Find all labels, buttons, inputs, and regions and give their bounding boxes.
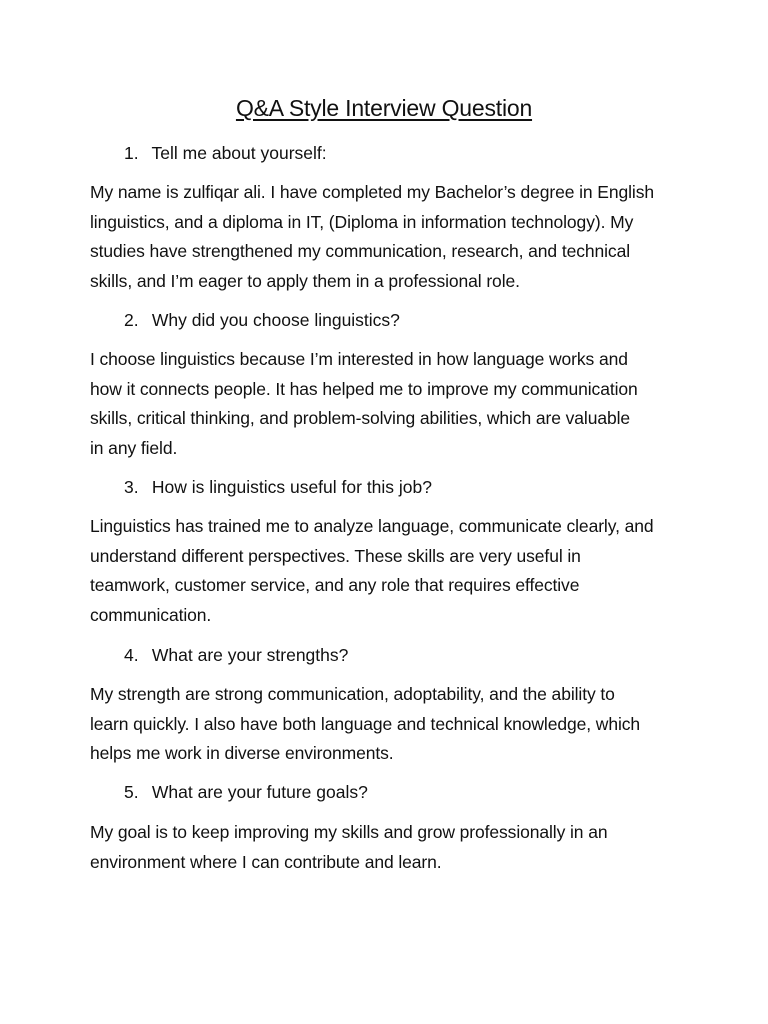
answer-line: My strength are strong communication, adoptability, and the ability to — [90, 684, 615, 704]
answer-line: environment where I can contribute and learn. — [90, 851, 442, 872]
answer-1 — [90, 178, 690, 296]
question-number: 3. — [124, 477, 139, 497]
question-text: Why did you choose linguistics? — [151, 310, 400, 330]
question-number: 2. — [124, 310, 139, 330]
answer-line: communication. — [90, 604, 212, 625]
answer-line: how it connects people. It has helped me to improve my communication — [90, 378, 638, 399]
question-number: 5. — [124, 782, 139, 802]
answer-5 — [90, 818, 690, 877]
answer-4 — [90, 680, 690, 769]
answer-line: teamwork, customer service, and any role that requires effective — [90, 575, 580, 595]
answer-line: linguistics, and a diploma in IT, (Diploma in information technology). My — [90, 211, 634, 232]
answer-line: My goal is to keep improving my skills and grow professionally in an — [90, 822, 608, 842]
answer-line: understand different perspectives. These skills are very useful in — [90, 545, 581, 566]
answer-line: studies have strengthened my communication, research, and technical — [90, 241, 630, 261]
answer-line: Linguistics has trained me to analyze language, communicate clearly, and — [90, 516, 654, 536]
question-4 — [124, 645, 348, 666]
question-text: What are your future goals? — [151, 782, 368, 802]
answer-2 — [90, 345, 690, 463]
question-text: Tell me about yourself: — [151, 143, 327, 163]
answer-line: I choose linguistics because I’m interested in how language works and — [90, 349, 628, 369]
answer-line: skills, and I’m eager to apply them in a professional role. — [90, 270, 520, 291]
question-number: 1. — [124, 143, 139, 163]
answer-line: learn quickly. I also have both language and technical knowledge, which — [90, 713, 641, 734]
question-5 — [124, 782, 368, 803]
document-title: Q&A Style Interview Question — [235, 95, 533, 121]
question-2 — [124, 310, 400, 331]
question-text: How is linguistics useful for this job? — [151, 477, 432, 497]
question-number: 4. — [124, 645, 139, 665]
answer-line: skills, critical thinking, and problem-solving abilities, which are valuable — [90, 408, 631, 428]
question-1 — [124, 143, 327, 164]
answer-3 — [90, 512, 690, 630]
answer-line: helps me work in diverse environments. — [90, 743, 394, 763]
answer-line: My name is zulfiqar ali. I have completed my Bachelor’s degree in English — [90, 182, 654, 202]
answer-line: in any field. — [90, 437, 178, 458]
question-text: What are your strengths? — [151, 645, 349, 665]
question-3 — [124, 477, 432, 498]
